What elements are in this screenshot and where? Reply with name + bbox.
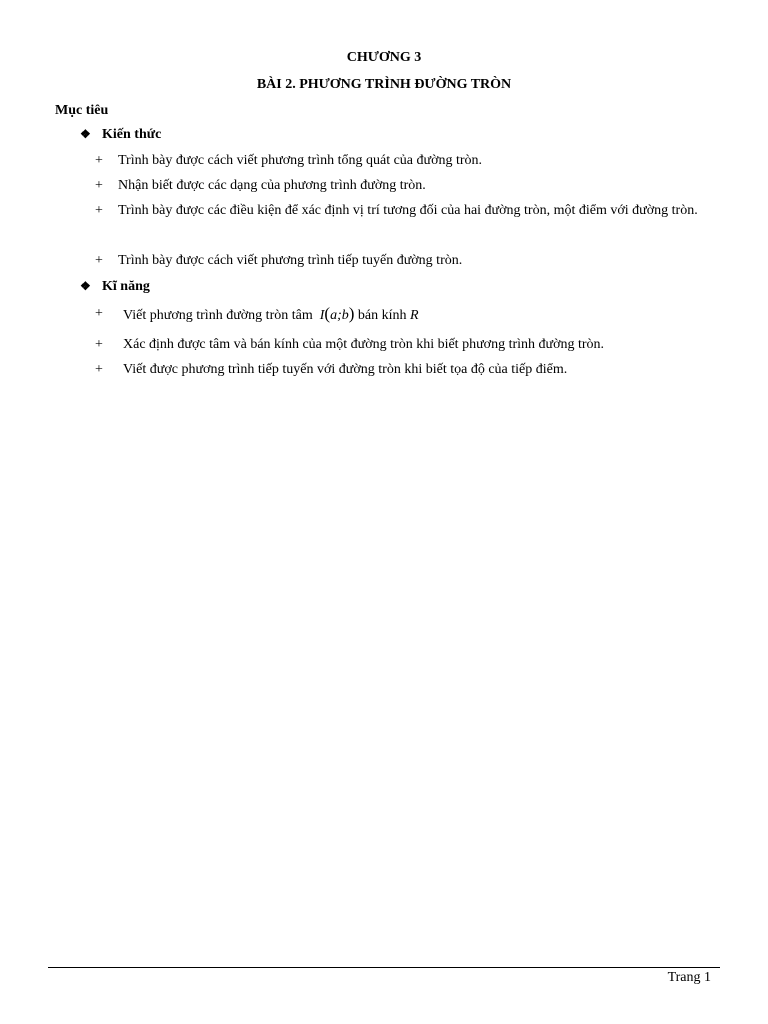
page-number: Trang 1	[667, 970, 711, 985]
objectives-heading: Mục tiêu	[55, 103, 109, 118]
math-R: R	[410, 308, 419, 323]
plus-bullet: +	[95, 306, 103, 321]
plus-bullet: +	[95, 253, 103, 268]
plus-bullet: +	[95, 337, 103, 352]
chapter-heading: CHƯƠNG 3	[346, 50, 422, 65]
skills-item-3: Viết được phương trình tiếp tuyến với đường tròn khi biết tọa độ của tiếp điểm.	[123, 362, 568, 377]
plus-bullet: +	[95, 203, 103, 218]
skills-item-1	[123, 301, 715, 328]
skills-item-1-prefix: Viết phương trình đường tròn tâm	[123, 308, 313, 323]
knowledge-heading	[80, 127, 161, 143]
plus-bullet: +	[95, 178, 103, 193]
skills-heading	[80, 279, 150, 295]
list-item	[95, 173, 715, 198]
knowledge-item-1: Trình bày được cách viết phương trình tổng quát của đường tròn.	[118, 153, 483, 168]
list-item	[95, 357, 715, 382]
knowledge-item-2: Nhận biết được các dạng của phương trình đường tròn.	[118, 178, 426, 193]
list-item	[95, 248, 715, 273]
plus-bullet: +	[95, 362, 103, 377]
lesson-title: BÀI 2. PHƯƠNG TRÌNH ĐƯỜNG TRÒN	[256, 77, 512, 92]
knowledge-title: Kiến thức	[102, 127, 162, 142]
knowledge-item-4: Trình bày được cách viết phương trình tiếp tuyến đường tròn.	[118, 253, 463, 268]
footer-divider	[48, 967, 720, 968]
math-open-paren: (	[324, 304, 331, 323]
diamond-bullet-icon: ❖	[80, 279, 91, 293]
skills-title: Kĩ năng	[102, 279, 150, 294]
math-I: I	[319, 308, 325, 323]
skills-item-2: Xác định được tâm và bán kính của một đường tròn khi biết phương trình đường tròn.	[123, 337, 605, 352]
plus-bullet: +	[95, 153, 103, 168]
center-formula	[316, 304, 355, 323]
math-ab: a;b	[330, 308, 349, 323]
list-item	[95, 332, 715, 357]
skills-item-1-suffix: bán kính	[357, 308, 407, 323]
list-item	[95, 301, 715, 328]
list-item	[95, 148, 715, 173]
math-close-paren: )	[348, 304, 355, 323]
diamond-bullet-icon: ❖	[80, 127, 91, 141]
list-item	[95, 198, 715, 223]
knowledge-item-3: Trình bày được các điều kiện để xác định vị trí tương đối của hai đường tròn, một điểm với đường tròn.	[118, 203, 698, 218]
